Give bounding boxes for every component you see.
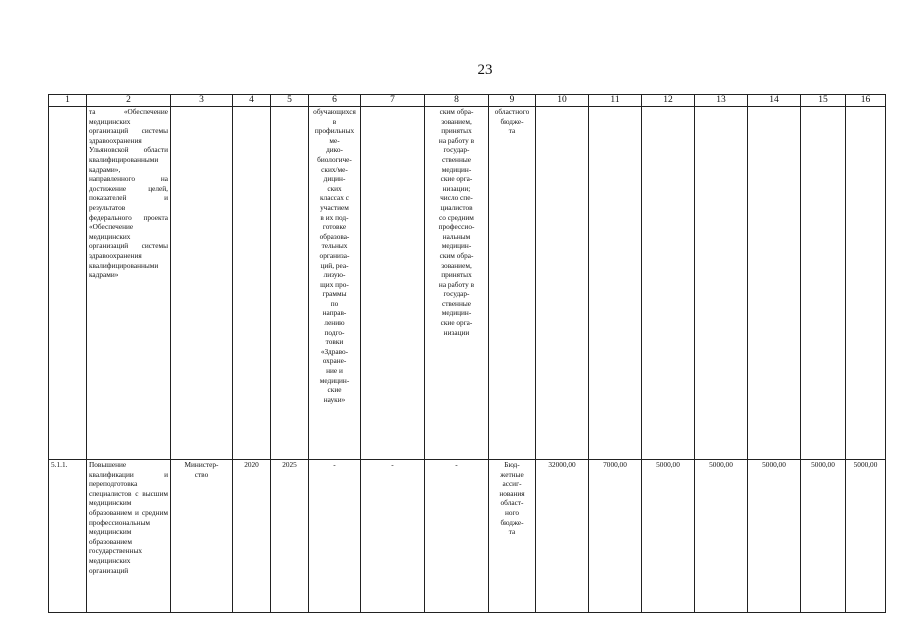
column-number: 15: [801, 95, 846, 107]
cell-funding-source: Бюд- жетные ассиг- нования област- ного бюдже- та: [489, 460, 536, 613]
column-number: 13: [695, 95, 748, 107]
cell-year: 5000,00: [801, 460, 846, 613]
column-number: 8: [425, 95, 489, 107]
cell-indicator: обучающихся в профильных ме- дико- биологиче- ских/ме- дицин- ских классах с участием в их под- готовке образова- тельных организа- ций, реа- лизую- щих про- граммы по направ- лению подго- товки «Здраво- охране- ние и медицин- ские науки»: [309, 107, 361, 460]
cell-col7: -: [361, 460, 425, 613]
column-number: 7: [361, 95, 425, 107]
cell-end-year: 2025: [271, 460, 309, 613]
column-number: 16: [846, 95, 886, 107]
cell-result: -: [425, 460, 489, 613]
column-number: 3: [171, 95, 233, 107]
cell-year: [695, 107, 748, 460]
column-number: 11: [589, 95, 642, 107]
column-number: 1: [49, 95, 87, 107]
column-number: 4: [233, 95, 271, 107]
table-row: [49, 460, 886, 613]
page-number: 23: [477, 62, 493, 78]
cell-year: 5000,00: [642, 460, 695, 613]
cell-start-year: [233, 107, 271, 460]
cell-total: [536, 107, 589, 460]
cell-item-number: 5.1.1.: [49, 460, 87, 613]
cell-year: 5000,00: [846, 460, 886, 613]
cell-year: 7000,00: [589, 460, 642, 613]
cell-funding-source: областного бюдже- та: [489, 107, 536, 460]
cell-end-year: [271, 107, 309, 460]
cell-indicator: -: [309, 460, 361, 613]
cell-year: [801, 107, 846, 460]
cell-activity-name: та «Обеспечение медицинских организаций системы здравоохранения Ульяновской области квалифицированными кадрами», направленного на достижение целей, показателей и результатов федерального проекта «Обеспечение медицинских организаций системы здравоохранения квалифицированными кадрами»: [87, 107, 171, 460]
cell-start-year: 2020: [233, 460, 271, 613]
column-number: 14: [748, 95, 801, 107]
table-row: [49, 107, 886, 460]
cell-activity-name: Повышение квалификации и переподготовка специалистов с высшим медицинским образованием и средним профессиональным медицинским образованием государственных медицинских организаций: [87, 460, 171, 613]
column-number: 9: [489, 95, 536, 107]
cell-responsible: [171, 107, 233, 460]
cell-item-number: [49, 107, 87, 460]
cell-year: [642, 107, 695, 460]
cell-result: ским обра- зованием, принятых на работу в государ- ственные медицин- ские орга- низации; число спе- циалистов со средним профессио- нальным медицин- ским обра- зованием, принятых на работу в государ- ственные медицин- ские орга- низации: [425, 107, 489, 460]
cell-year: 5000,00: [695, 460, 748, 613]
cell-col7: [361, 107, 425, 460]
column-number: 10: [536, 95, 589, 107]
column-numbers-row: [49, 95, 886, 107]
cell-year: [846, 107, 886, 460]
program-table: [48, 94, 886, 613]
cell-year: 5000,00: [748, 460, 801, 613]
column-number: 6: [309, 95, 361, 107]
column-number: 5: [271, 95, 309, 107]
cell-year: [748, 107, 801, 460]
cell-year: [589, 107, 642, 460]
cell-responsible: Министер- ство: [171, 460, 233, 613]
column-number: 12: [642, 95, 695, 107]
column-number: 2: [87, 95, 171, 107]
cell-total: 32000,00: [536, 460, 589, 613]
